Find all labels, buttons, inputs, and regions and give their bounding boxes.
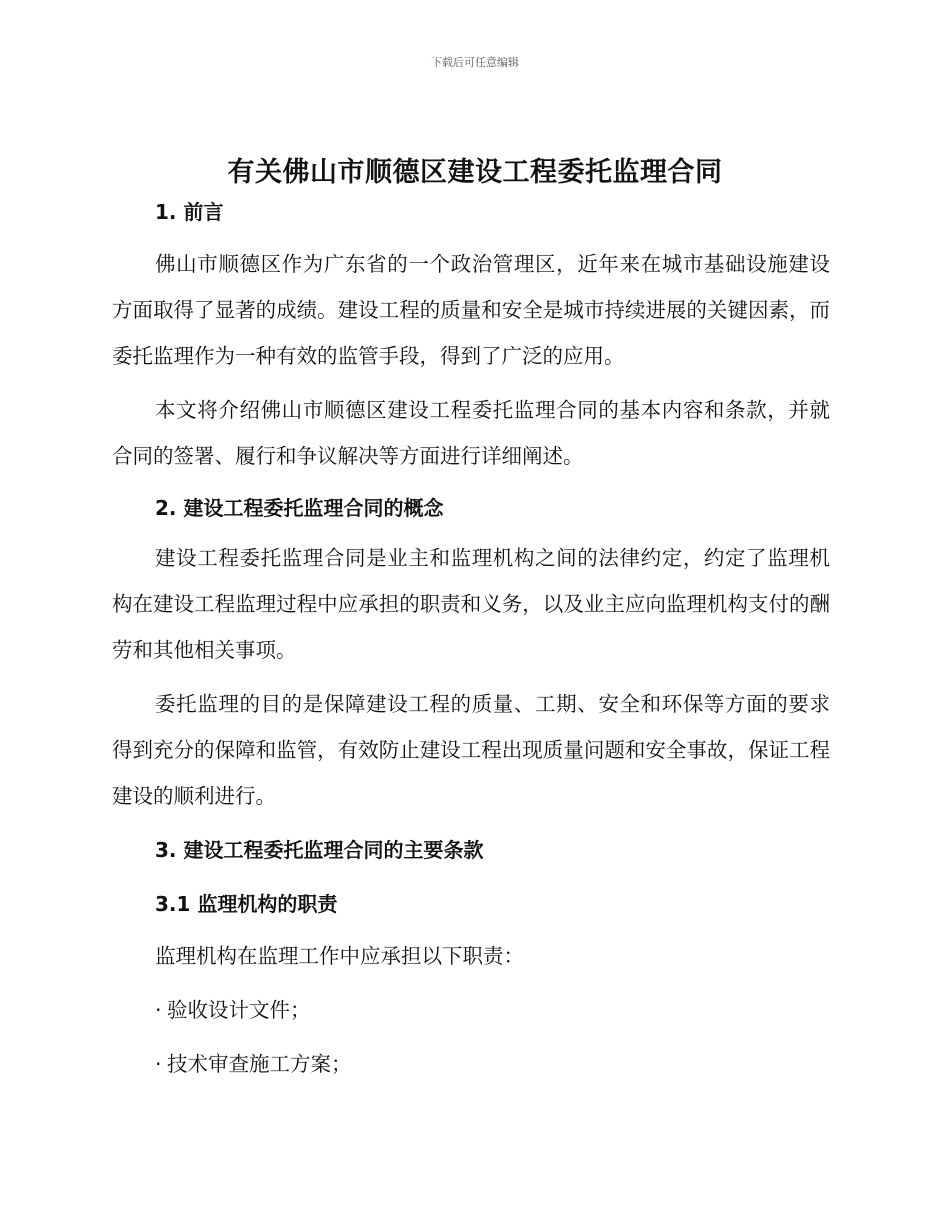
section-1-heading: 1. 前言 (155, 200, 224, 224)
section-2-paragraph-1: 建设工程委托监理合同是业主和监理机构之间的法律约定，约定了监理机构在建设工程监理过程中应承担的职责和义务，以及业主应向监理机构支付的酬劳和其他相关事项。 (112, 546, 830, 662)
section-2-paragraph-2: 委托监理的目的是保障建设工程的质量、工期、安全和环保等方面的要求得到充分的保障和监管，有效防止建设工程出现质量问题和安全事故，保证工程建设的顺利进行。 (112, 692, 830, 808)
header-note: 下载后可任意编辑 (431, 56, 519, 69)
section-3-heading: 3. 建设工程委托监理合同的主要条款 (155, 838, 484, 862)
list-item (112, 1041, 830, 1087)
list-item-text: 验收设计文件； (167, 998, 311, 1022)
list-item-text: 技术审查施工方案； (167, 1052, 352, 1076)
document-body (112, 195, 830, 1087)
bullet-dot-icon: · (155, 998, 162, 1022)
document-title: 有关佛山市顺德区建设工程委托监理合同 (227, 157, 723, 188)
section-1-paragraph-2: 本文将介绍佛山市顺德区建设工程委托监理合同的基本内容和条款，并就合同的签署、履行和争议解决等方面进行详细阐述。 (112, 398, 830, 468)
section-2-heading: 2. 建设工程委托监理合同的概念 (155, 496, 444, 520)
list-item (112, 987, 830, 1033)
section-3-1-intro: 监理机构在监理工作中应承担以下职责： (155, 944, 524, 968)
section-1-paragraph-1: 佛山市顺德区作为广东省的一个政治管理区，近年来在城市基础设施建设方面取得了显著的成绩。建设工程的质量和安全是城市持续进展的关键因素，而委托监理作为一种有效的监管手段，得到了广泛的应用。 (112, 252, 830, 368)
bullet-dot-icon: · (155, 1052, 162, 1076)
section-3-1-heading: 3.1 监理机构的职责 (155, 892, 338, 916)
